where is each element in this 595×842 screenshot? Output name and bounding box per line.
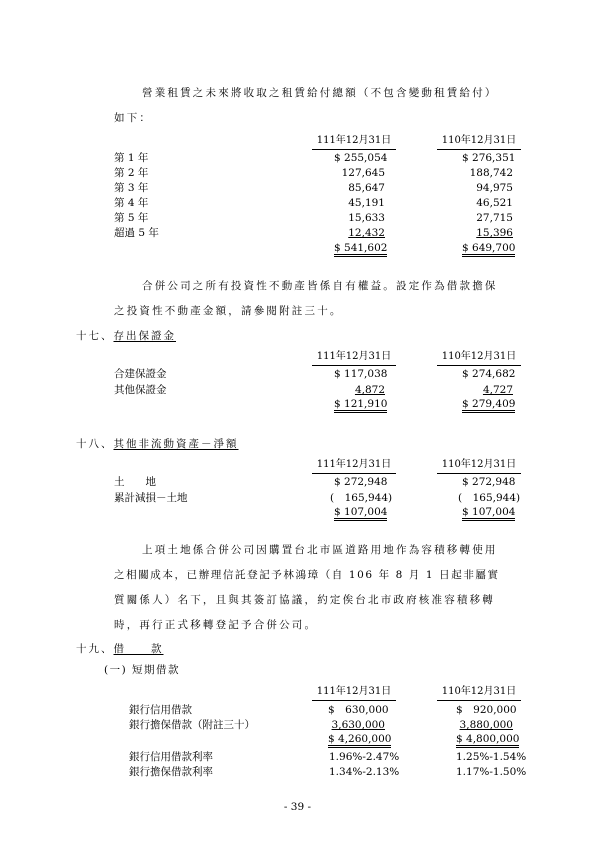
section-18-title: 其他非流動資產－淨額 (113, 438, 239, 450)
deposit-total-2022: $ 121,910 (334, 398, 387, 413)
lease-row-2022: $ 255,054 (334, 152, 388, 164)
lease-row-label: 超過 5 年 (114, 227, 159, 239)
rate-row-2021: 1.17%-1.50% (456, 766, 527, 778)
loan-row-2021: $ 920,000 (456, 704, 517, 716)
section-19-heading (76, 642, 164, 656)
lease-header-2022: 111年12月31日 (312, 134, 396, 150)
asset-row-2021: ( 165,944) (458, 492, 521, 504)
deposit-row-2022: $ 117,038 (334, 368, 388, 380)
deposit-row-label: 合建保證金 (114, 368, 167, 380)
short-term-loan-subheading: (一) 短期借款 (104, 664, 181, 676)
loan-total-2022: $ 4,260,000 (328, 733, 391, 748)
deposit-row-2021: 4,727 (482, 384, 513, 396)
section-17-title: 存出保證金 (113, 330, 176, 342)
rate-row-label: 銀行信用借款利率 (129, 751, 213, 763)
lease-row-label: 第 5 年 (114, 212, 149, 224)
lease-note-line1: 合併公司之所有投資性不動產皆係自有權益。設定作為借款擔保 (142, 280, 498, 292)
asset-total-2022: $ 107,004 (334, 506, 387, 521)
lease-intro-line1: 營業租賃之未來將收取之租賃給付總額（不包含變動租賃給付） (142, 87, 498, 99)
lease-row-2021: 27,715 (476, 212, 513, 224)
rate-row-2021: 1.25%-1.54% (456, 751, 527, 763)
land-note-line2: 之相關成本，已辦理信託登記予林鴻璋（自 106 年 8 月 1 日起非屬實 (114, 569, 500, 581)
deposit-row-2022: 4,872 (354, 384, 385, 396)
rate-row-2022: 1.96%-2.47% (329, 751, 400, 763)
lease-row-2022: 85,647 (348, 182, 385, 194)
land-note-line3: 質關係人）名下，且與其簽訂協議，約定俟台北市政府核准容積移轉 (114, 594, 495, 606)
lease-row-label: 第 1 年 (114, 152, 149, 164)
lease-row-label: 第 2 年 (114, 167, 149, 179)
section-17-number: 十七、 (76, 330, 114, 342)
loan-row-2022: 3,630,000 (331, 719, 385, 731)
lease-row-2021: 15,396 (476, 227, 513, 239)
lease-row-2022: 45,191 (348, 197, 385, 209)
section-18-heading (76, 437, 239, 451)
section-19-number: 十九、 (76, 643, 114, 655)
section-18-number: 十八、 (76, 438, 114, 450)
asset-row-2022: ( 165,944) (330, 492, 393, 504)
loan-row-2021: 3,880,000 (459, 719, 513, 731)
lease-intro-line2: 如下： (114, 112, 153, 124)
lease-total-2022: $ 541,602 (334, 242, 387, 257)
asset-row-label: 土 地 (114, 476, 156, 488)
lease-row-2021: 46,521 (476, 197, 513, 209)
asset-total-2021: $ 107,004 (462, 506, 515, 521)
land-note-line4: 時，再行正式移轉登記予合併公司。 (114, 619, 318, 631)
lease-row-2022: 12,432 (348, 227, 385, 239)
lease-row-2021: 94,975 (476, 182, 513, 194)
deposit-row-2021: $ 274,682 (462, 368, 516, 380)
sec17-header-2022: 111年12月31日 (312, 350, 396, 366)
asset-row-label: 累計減損－土地 (114, 492, 188, 504)
sec17-header-2021: 110年12月31日 (437, 350, 521, 366)
lease-total-2021: $ 649,700 (462, 242, 515, 257)
section-17-heading (76, 329, 176, 343)
asset-row-2021: $ 272,948 (462, 476, 516, 488)
lease-header-2021: 110年12月31日 (437, 134, 521, 150)
rate-row-2022: 1.34%-2.13% (329, 766, 400, 778)
loan-row-label: 銀行擔保借款（附註三十） (129, 719, 255, 731)
deposit-row-label: 其他保證金 (114, 384, 167, 396)
asset-row-2022: $ 272,948 (334, 476, 388, 488)
lease-row-label: 第 4 年 (114, 197, 149, 209)
loan-total-2021: $ 4,800,000 (456, 733, 519, 748)
lease-row-2022: 127,645 (341, 167, 385, 179)
section-19-title: 借 款 (113, 643, 164, 655)
sec19-header-2022: 111年12月31日 (312, 685, 396, 701)
lease-note-line2: 之投資性不動產金額，請參閱附註三十。 (114, 305, 343, 317)
lease-row-2021: 188,742 (469, 167, 513, 179)
page-number: - 39 - (283, 801, 312, 813)
rate-row-label: 銀行擔保借款利率 (129, 766, 213, 778)
sec19-header-2021: 110年12月31日 (437, 685, 521, 701)
sec18-header-2022: 111年12月31日 (312, 458, 396, 474)
deposit-total-2021: $ 279,409 (462, 398, 515, 413)
land-note-line1: 上項土地係合併公司因購置台北市區道路用地作為容積移轉使用 (142, 544, 498, 556)
lease-row-label: 第 3 年 (114, 182, 149, 194)
loan-row-2022: $ 630,000 (328, 704, 389, 716)
loan-row-label: 銀行信用借款 (129, 704, 192, 716)
sec18-header-2021: 110年12月31日 (437, 458, 521, 474)
lease-row-2022: 15,633 (348, 212, 385, 224)
lease-row-2021: $ 276,351 (462, 152, 516, 164)
